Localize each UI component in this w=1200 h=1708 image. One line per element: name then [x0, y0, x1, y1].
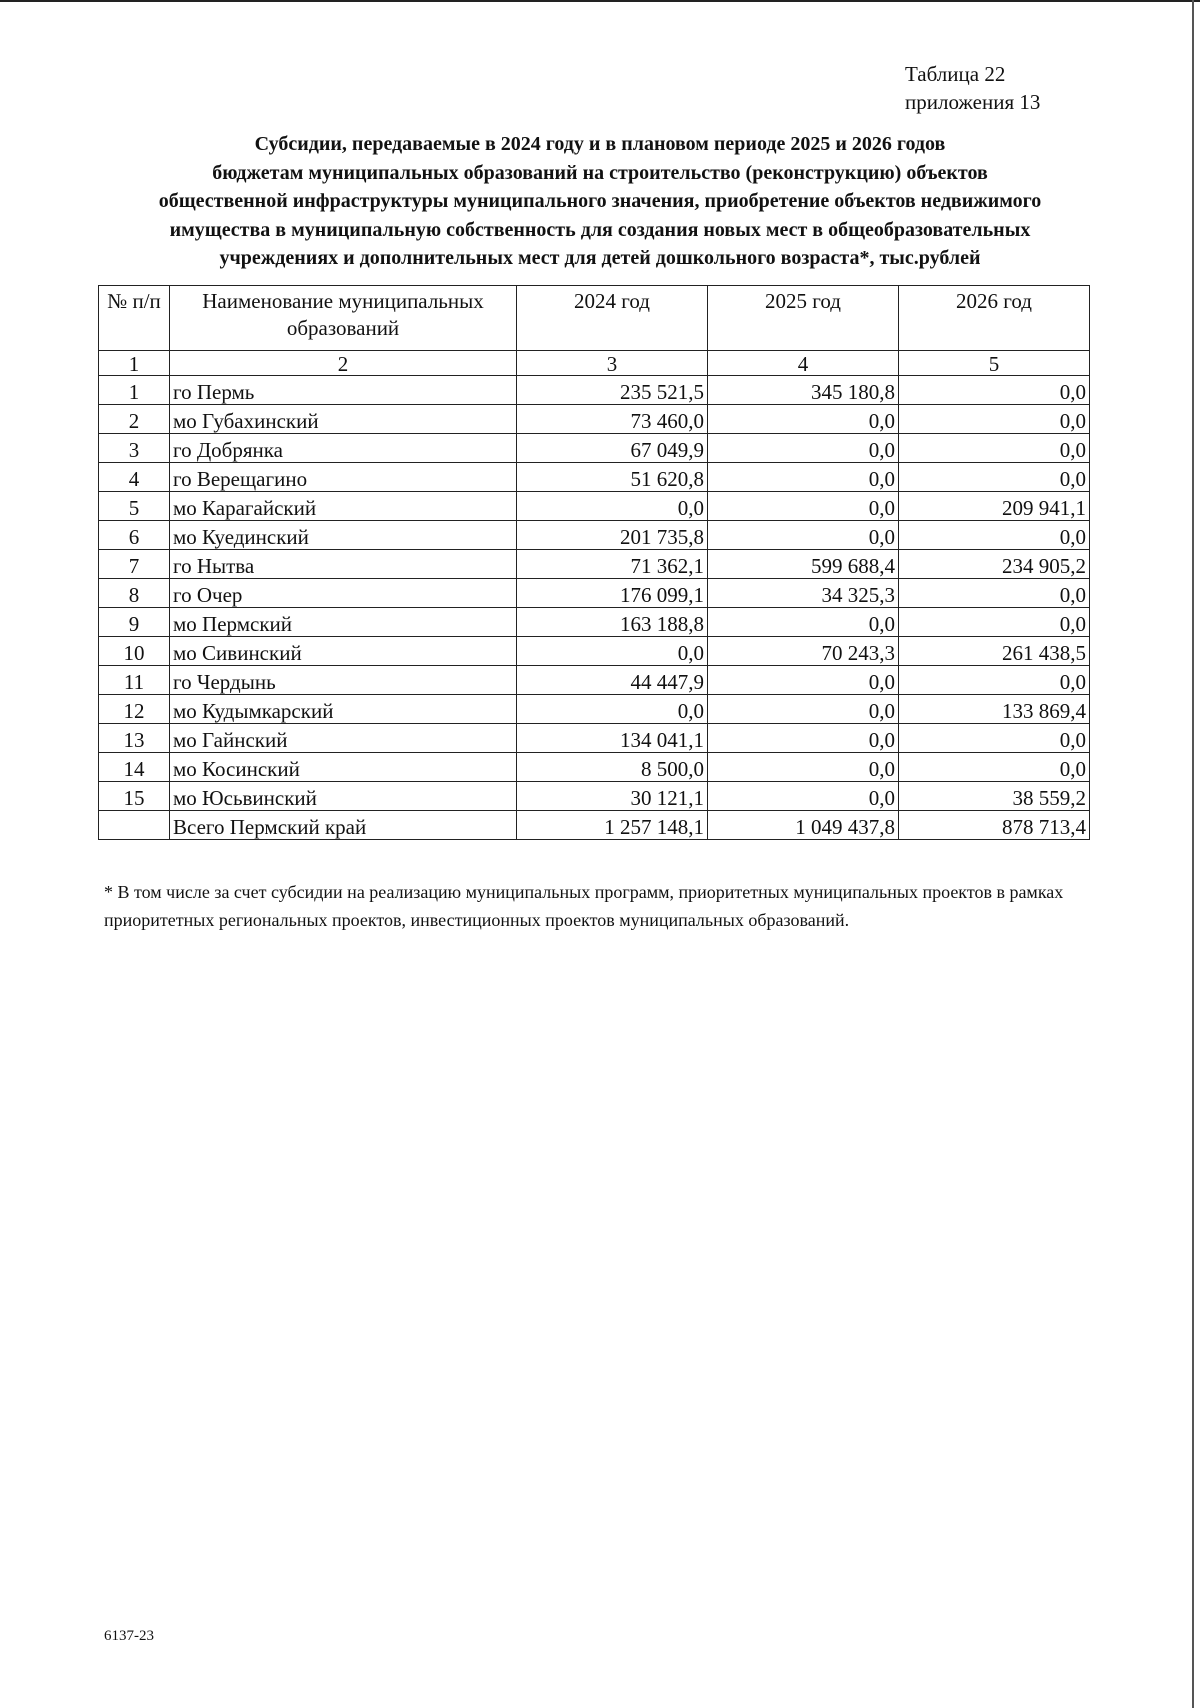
column-number: 3: [517, 351, 708, 376]
title-line: учреждениях и дополнительных мест для детей дошкольного возраста*, тыс.рублей: [219, 247, 981, 269]
subsidies-table: [98, 285, 1090, 840]
title-line: общественной инфраструктуры муниципального значения, приобретение объектов недвижимого: [158, 190, 1042, 212]
total-row: [99, 811, 1090, 840]
value-2025: 0,0: [708, 463, 899, 492]
column-number-row: [99, 351, 1090, 376]
value-2024: 44 447,9: [517, 666, 708, 695]
row-number: 2: [99, 405, 170, 434]
value-2026: 0,0: [899, 434, 1090, 463]
value-2024: 235 521,5: [517, 376, 708, 405]
row-number: 10: [99, 637, 170, 666]
municipality-name: мо Губахинский: [170, 405, 517, 434]
column-number: 4: [708, 351, 899, 376]
table-row: [99, 666, 1090, 695]
table-row: [99, 463, 1090, 492]
row-number: 12: [99, 695, 170, 724]
table-row: [99, 724, 1090, 753]
value-2026: 0,0: [899, 579, 1090, 608]
value-2024: 0,0: [517, 695, 708, 724]
table-row: [99, 782, 1090, 811]
value-2024: 73 460,0: [517, 405, 708, 434]
value-2025: 0,0: [708, 695, 899, 724]
header-municipality: Наименование муниципальных образований: [170, 286, 517, 351]
document-code: 6137-23: [104, 1628, 154, 1644]
row-number: 8: [99, 579, 170, 608]
table-body: [99, 286, 1090, 840]
appendix-attachment-number: приложения 13: [905, 90, 1041, 114]
scan-right-edge: [1192, 0, 1194, 1708]
row-number: 4: [99, 463, 170, 492]
column-number: 1: [99, 351, 170, 376]
value-2024: 8 500,0: [517, 753, 708, 782]
value-2026: 0,0: [899, 666, 1090, 695]
value-2024: 71 362,1: [517, 550, 708, 579]
municipality-name: мо Куединский: [170, 521, 517, 550]
table-row: [99, 608, 1090, 637]
footnote: * В том числе за счет субсидии на реализацию муниципальных программ, приоритетных муниципальных проектов в рамках приоритетных региональных проектов, инвестиционных проектов муниципальных образований.: [104, 882, 1064, 930]
total-2024: 1 257 148,1: [517, 811, 708, 840]
table-row: [99, 376, 1090, 405]
value-2026: 0,0: [899, 608, 1090, 637]
value-2026: 0,0: [899, 521, 1090, 550]
value-2025: 0,0: [708, 753, 899, 782]
value-2026: 0,0: [899, 405, 1090, 434]
row-number: 3: [99, 434, 170, 463]
value-2024: 176 099,1: [517, 579, 708, 608]
table-header-row: [99, 286, 1090, 351]
municipality-name: мо Кудымкарский: [170, 695, 517, 724]
value-2024: 0,0: [517, 492, 708, 521]
value-2026: 234 905,2: [899, 550, 1090, 579]
value-2025: 34 325,3: [708, 579, 899, 608]
table-row: [99, 521, 1090, 550]
municipality-name: го Добрянка: [170, 434, 517, 463]
value-2024: 51 620,8: [517, 463, 708, 492]
total-row-number: [99, 811, 170, 840]
row-number: 14: [99, 753, 170, 782]
municipality-name: мо Косинский: [170, 753, 517, 782]
table-row: [99, 579, 1090, 608]
value-2025: 599 688,4: [708, 550, 899, 579]
header-2025: 2025 год: [708, 286, 899, 351]
value-2026: 0,0: [899, 724, 1090, 753]
table-row: [99, 492, 1090, 521]
value-2026: 0,0: [899, 753, 1090, 782]
value-2026: 0,0: [899, 463, 1090, 492]
row-number: 5: [99, 492, 170, 521]
row-number: 13: [99, 724, 170, 753]
column-number: 2: [170, 351, 517, 376]
column-number: 5: [899, 351, 1090, 376]
value-2025: 345 180,8: [708, 376, 899, 405]
header-2026: 2026 год: [899, 286, 1090, 351]
value-2024: 30 121,1: [517, 782, 708, 811]
appendix-table-number: Таблица 22: [905, 62, 1006, 86]
municipality-name: го Пермь: [170, 376, 517, 405]
value-2024: 201 735,8: [517, 521, 708, 550]
total-2025: 1 049 437,8: [708, 811, 899, 840]
value-2026: 261 438,5: [899, 637, 1090, 666]
value-2025: 70 243,3: [708, 637, 899, 666]
title-line: бюджетам муниципальных образований на строительство (реконструкцию) объектов: [212, 161, 988, 184]
table-row: [99, 405, 1090, 434]
table-row: [99, 637, 1090, 666]
value-2026: 0,0: [899, 376, 1090, 405]
municipality-name: го Верещагино: [170, 463, 517, 492]
row-number: 9: [99, 608, 170, 637]
value-2025: 0,0: [708, 405, 899, 434]
municipality-name: мо Гайнский: [170, 724, 517, 753]
municipality-name: мо Сивинский: [170, 637, 517, 666]
value-2024: 134 041,1: [517, 724, 708, 753]
value-2024: 67 049,9: [517, 434, 708, 463]
title-line: Субсидии, передаваемые в 2024 году и в плановом периоде 2025 и 2026 годов: [254, 133, 946, 155]
table-row: [99, 695, 1090, 724]
value-2024: 0,0: [517, 637, 708, 666]
value-2026: 38 559,2: [899, 782, 1090, 811]
title-line: имущества в муниципальную собственность для создания новых мест в общеобразовательных: [169, 218, 1031, 241]
document-title: [80, 130, 1120, 273]
value-2025: 0,0: [708, 434, 899, 463]
row-number: 6: [99, 521, 170, 550]
row-number: 1: [99, 376, 170, 405]
value-2025: 0,0: [708, 492, 899, 521]
municipality-name: мо Юсьвинский: [170, 782, 517, 811]
table-row: [99, 550, 1090, 579]
table-row: [99, 753, 1090, 782]
header-row-number: № п/п: [99, 286, 170, 351]
value-2025: 0,0: [708, 608, 899, 637]
municipality-name: го Чердынь: [170, 666, 517, 695]
value-2024: 163 188,8: [517, 608, 708, 637]
header-2024: 2024 год: [517, 286, 708, 351]
total-label: Всего Пермский край: [170, 811, 517, 840]
value-2026: 209 941,1: [899, 492, 1090, 521]
municipality-name: мо Пермский: [170, 608, 517, 637]
municipality-name: го Очер: [170, 579, 517, 608]
value-2025: 0,0: [708, 521, 899, 550]
value-2025: 0,0: [708, 782, 899, 811]
value-2025: 0,0: [708, 724, 899, 753]
total-2026: 878 713,4: [899, 811, 1090, 840]
value-2026: 133 869,4: [899, 695, 1090, 724]
value-2025: 0,0: [708, 666, 899, 695]
municipality-name: го Нытва: [170, 550, 517, 579]
table-row: [99, 434, 1090, 463]
municipality-name: мо Карагайский: [170, 492, 517, 521]
row-number: 15: [99, 782, 170, 811]
scan-top-edge: [0, 0, 1200, 2]
appendix-label: [905, 60, 1040, 116]
row-number: 7: [99, 550, 170, 579]
row-number: 11: [99, 666, 170, 695]
